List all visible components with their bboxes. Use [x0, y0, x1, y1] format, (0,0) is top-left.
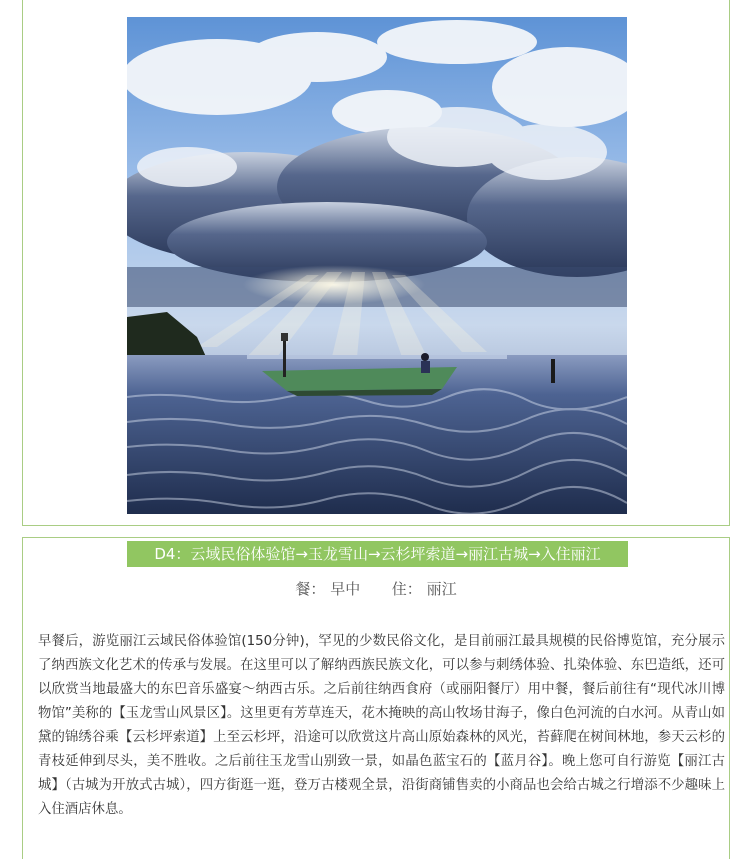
meals-value: 早中	[330, 580, 361, 598]
stay-label: 住：	[391, 580, 422, 598]
meals-label: 餐：	[295, 580, 326, 598]
itinerary-card	[22, 537, 730, 859]
lake-boat-photo	[127, 17, 627, 514]
photo-frame	[22, 0, 730, 526]
stay-value: 丽江	[426, 580, 457, 598]
meal-stay-line	[23, 578, 729, 599]
day-title: D4：云域民俗体验馆→玉龙雪山→云杉坪索道→丽江古城→入住丽江	[127, 541, 628, 567]
day-description: 早餐后，游览丽江云域民俗体验馆(150分钟)，罕见的少数民俗文化，是目前丽江最具规模的民俗博览馆，充分展示了纳西族文化艺术的传承与发展。在这里可以了解纳西族民族文化，可以参与刺绣体验、扎染体验、东巴造纸，还可以欣赏当地最盛大的东巴音乐盛宴～纳西古乐。之后前往纳西食府（或丽阳餐厅）用中餐，餐后前往有“现代冰川博物馆”美称的【玉龙雪山风景区】。这里更有芳草连天，花木掩映的高山牧场甘海子，像白色河流的白水河。从青山如黛的锦绣谷乘【云杉坪索道】上至云杉坪，沿途可以欣赏这片高山原始森林的风光，苔藓爬在树间林地，参天云杉的青枝延伸到尽头，美不胜收。之后前往玉龙雪山别致一景，如晶色蓝宝石的【蓝月谷】。晚上您可自行游览【丽江古城】（古城为开放式古城），四方街逛一逛，登万古楼观全景，沿街商铺售卖的小商品也会给古城之行增添不少趣味上入住酒店休息。	[38, 634, 725, 817]
